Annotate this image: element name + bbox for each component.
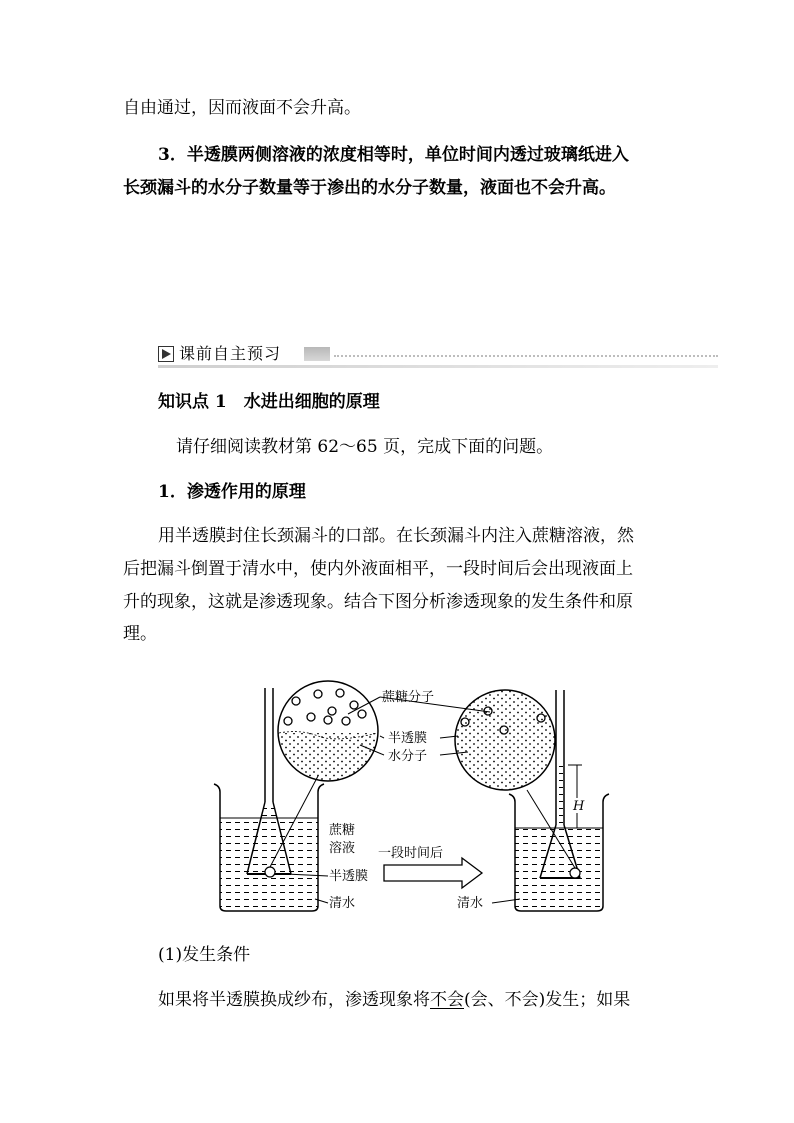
label-membrane-bottom: 半透膜 [329, 869, 369, 884]
condition-answer: 不会 [430, 990, 464, 1010]
left-magnified-view [276, 681, 382, 783]
right-magnified-view [455, 690, 555, 792]
time-arrow-icon [384, 858, 482, 888]
condition-text-before: 如果将半透膜换成纱布，渗透现象将 [158, 990, 430, 1010]
section-banner-label: 课前自主预习 [179, 344, 282, 363]
label-after-time: 一段时间后 [378, 846, 444, 861]
list-item-3-line2: 长颈漏斗的水分子数量等于渗出的水分子数量，液面也不会升高。 [123, 178, 616, 198]
paragraph-line: 理。 [123, 624, 157, 644]
text-line: 自由通过，因而液面不会升高。 [123, 98, 361, 118]
label-sucrose: 蔗糖 [329, 823, 356, 838]
condition-heading: (1)发生条件 [158, 945, 251, 965]
paragraph-line: 升的现象，这就是渗透现象。结合下图分析渗透现象的发生条件和原 [123, 592, 633, 612]
label-water-left: 清水 [329, 896, 356, 911]
label-solution: 溶液 [329, 841, 356, 856]
knowledge-point-title: 知识点 1 水进出细胞的原理 [158, 392, 380, 412]
paragraph-line: 后把漏斗倒置于清水中，使内外液面相平，一段时间后会出现液面上 [123, 559, 633, 579]
label-sucrose-molecule: 蔗糖分子 [382, 690, 435, 705]
list-item-3-line1: 3．半透膜两侧溶液的浓度相等时，单位时间内透过玻璃纸进入 [158, 145, 629, 165]
instruction-text: 请仔细阅读教材第 62～65 页，完成下面的问题。 [176, 437, 554, 457]
section-heading: 1．渗透作用的原理 [158, 482, 306, 502]
label-height-H: H [573, 799, 585, 814]
label-water-right: 清水 [457, 896, 484, 911]
condition-text-after: (会、不会)发生；如果 [464, 990, 631, 1010]
paragraph-line: 用半透膜封住长颈漏斗的口部。在长颈漏斗内注入蔗糖溶液，然 [158, 526, 634, 546]
label-water-molecule: 水分子 [388, 749, 428, 764]
condition-text [158, 990, 630, 1010]
label-membrane-top: 半透膜 [388, 731, 428, 746]
